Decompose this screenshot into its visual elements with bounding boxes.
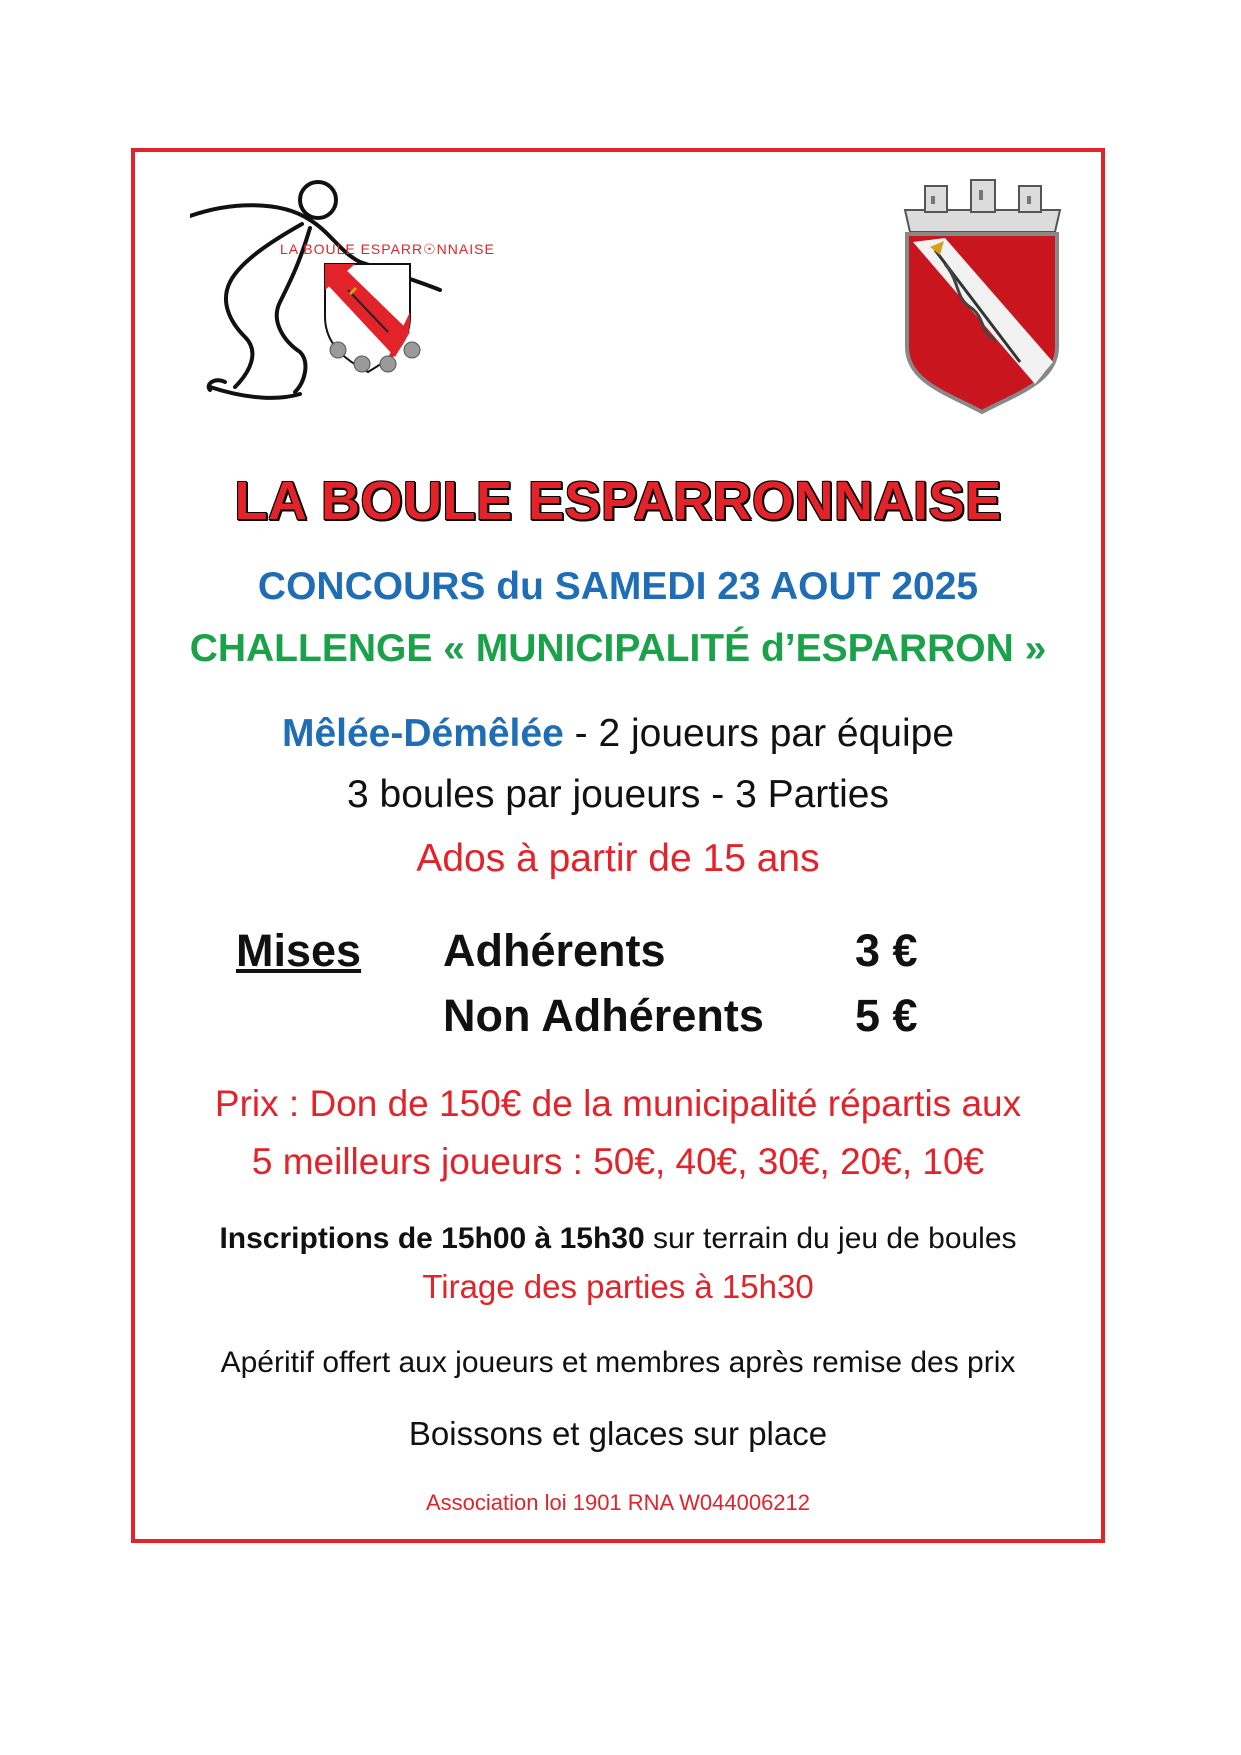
- mise-price-non-members: 5 €: [855, 990, 918, 1041]
- club-logo-text: LA BOULE ESPARR☉NNAISE: [280, 241, 495, 257]
- registration-place: sur terrain du jeu de boules: [644, 1222, 1017, 1255]
- coat-of-arms-icon: [885, 172, 1080, 422]
- challenge-name: CHALLENGE « MUNICIPALITÉ d’ESPARRON »: [189, 627, 1047, 670]
- prize-line-1: Prix : Don de 150€ de la municipalité répartis aux: [214, 1083, 1022, 1124]
- page-title: LA BOULE ESPARRONNAISE: [234, 471, 1002, 531]
- drinks-note: Boissons et glaces sur place: [408, 1415, 828, 1452]
- draw-time: Tirage des parties à 15h30: [422, 1268, 814, 1305]
- mises-label: Mises: [236, 925, 362, 976]
- mise-category-members: Adhérents: [443, 925, 666, 976]
- format-boules: 3 boules par joueurs - 3 Parties: [347, 773, 889, 816]
- contest-date: CONCOURS du SAMEDI 23 AOUT 2025: [257, 565, 979, 608]
- format-line: [131, 712, 1105, 756]
- registration-line: [131, 1222, 1105, 1256]
- prize-line-2: 5 meilleurs joueurs : 50€, 40€, 30€, 20€, 10€: [251, 1141, 985, 1182]
- mise-price-members: 3 €: [855, 925, 918, 976]
- registration-time: Inscriptions de 15h00 à 15h30: [219, 1222, 645, 1255]
- mise-category-non-members: Non Adhérents: [443, 990, 764, 1041]
- association-footer: Association loi 1901 RNA W044006212: [425, 1490, 811, 1515]
- format-players: - 2 joueurs par équipe: [563, 712, 955, 755]
- club-logo: [190, 172, 540, 422]
- format-type: Mêlée-Démêlée: [281, 712, 564, 755]
- aperitif-note: Apéritif offert aux joueurs et membres après remise des prix: [220, 1346, 1016, 1379]
- age-requirement: Ados à partir de 15 ans: [416, 837, 820, 880]
